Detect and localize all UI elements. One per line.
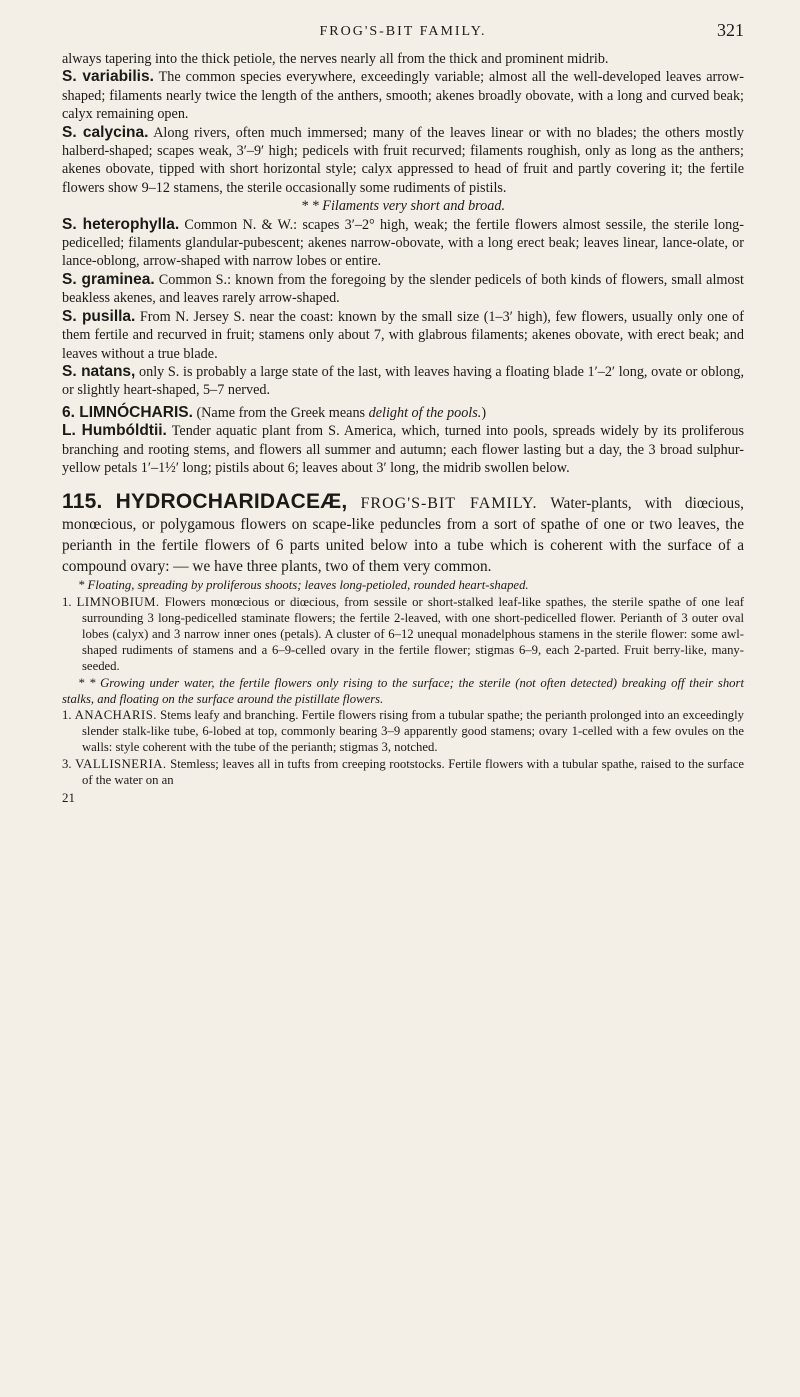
genus-etymology: (Name from the Greek means delight of the pools.) — [196, 404, 487, 421]
subgroup-heading: * * Filaments very short and broad. — [301, 198, 505, 215]
signature-mark: 21 — [62, 789, 75, 805]
genus-name: LIMNOBIUM. — [76, 594, 160, 609]
species-description: From N. Jersey S. near the coast: known by the small size (1–3′ high), few flowers, usually only one of them fertile and recurved in fruit; stamens only about 7, with glabrous filaments; akenes obovate, with erect beak; and leaves without a true blade. — [62, 308, 745, 362]
family-common-name: FROG'S-BIT FAMILY. — [360, 495, 538, 513]
family-name: HYDROCHARIDACEÆ, — [115, 490, 348, 514]
species-name: S. pusilla. — [62, 307, 136, 325]
species-name: S. variabilis. — [62, 68, 154, 86]
species-description: Tender aquatic plant from S. America, which, turned into pools, spreads widely by its proliferous branching and rooting stems, and flowers all summer and autumn; each flower lasting but a day, the 3 broad sulphur-yellow petals 1′–1½′ long; pistils about 6; leaves about 3′ long, the midrib swollen below. — [62, 423, 744, 476]
species-description: Common N. & W.: scapes 3′–2° high, weak; the fertile flowers almost sessile, the sterile long-pedicelled; filaments glandular-pubescent; akenes narrow-obovate, with a long erect beak; leaves linear, lance-olate, or lance-oblong, arrow-shaped with narrow lobes or entire. — [62, 216, 745, 270]
species-entry-humboldtii — [62, 422, 744, 477]
key-entry-vallisneria: 3. VALLISNERIA. Stemless; leaves all in tufts from creeping rootstocks. Fertile flowers with a tubular spathe, raised to the surface of the water on an — [62, 756, 745, 787]
species-name: S. natans, — [62, 362, 136, 380]
key-entry-limnobium: 1. LIMNOBIUM. Flowers monœcious or diœcious, from sessile or short-stalked leaf-like spathes, the sterile spathe of one leaf surrounding 3 long-pedicelled staminate flowers; the fertile 2-leaved, with one short-pedicelled flower. Perianth of 3 outer oval lobes (calyx) and 3 narrow inner ones (petals). A cluster of 6–12 unequal monadelphous stamens in the sterile flower: some awl-shaped rudiments of stamens and a 6–9-celled ovary in the fertile flower; stigmas 6–9, each 2-parted. Fruit berry-like, many-seeded. — [62, 594, 745, 674]
species-name: S. calycina. — [62, 123, 149, 141]
species-name: S. graminea. — [62, 270, 155, 288]
running-title: FROG'S-BIT FAMILY. — [319, 24, 487, 39]
genus-heading-line — [62, 404, 744, 422]
species-name: L. Humbóldtii. — [62, 422, 167, 440]
genus-description: Stemless; leaves all in tufts from creeping rootstocks. Fertile flowers with a tubular spathe, raised to the surface of the water on an — [82, 756, 745, 787]
species-entry-graminea — [62, 271, 744, 308]
genus-description: Flowers monœcious or diœcious, from sessile or short-stalked leaf-like spathes, the sterile spathe of one leaf surrounding 3 long-pedicelled staminate flowers; the fertile 2-leaved, with one short-pedicelled flower. Perianth of 3 outer oval lobes (calyx) and 3 narrow inner ones (petals). A cluster of 6–12 unequal monadelphous stamens in the sterile flower: some awl-shaped rudiments of stamens and a 6–9-celled ovary in the fertile flower; stigmas 6–9, each 2-parted. Fruit berry-like, many-seeded. — [82, 594, 745, 674]
species-name: S. heterophylla. — [62, 215, 180, 233]
genus-description: Stems leafy and branching. Fertile flowers rising from a tubular spathe; the perianth prolonged into an exceedingly slender stalk-like tube, 6-lobed at top, commonly bearing 3–9 apparently good stamens; ovary 1-celled with a few ovules on the walls: style coherent with the tube of the perianth; stigmas 3, notched. — [82, 707, 744, 755]
intro-paragraph: always tapering into the thick petiole, the nerves nearly all from the thick and prominent midrib. — [62, 51, 609, 67]
key-group-floating: * Floating, spreading by proliferous shoots; leaves long-petioled, rounded heart-shaped. — [78, 578, 529, 593]
family-description: Water-plants, with diœcious, monœcious, or polygamous flowers on scape-like peduncles from a sort of spathe of one or two leaves, the perianth in the fertile flowers of 6 parts united below into a tube which is coherent with the surface of a compound ovary: — we have three plants, two of them very common. — [62, 495, 744, 576]
species-description: The common species everywhere, exceedingly variable; almost all the well-developed leaves arrow-shaped; filaments nearly twice the length of the anthers, smooth; akenes broadly obovate, with a long and curved beak; calyx remaining open. — [62, 69, 745, 123]
species-entry-natans — [62, 363, 744, 400]
family-heading — [62, 491, 744, 577]
species-description: Common S.: known from the foregoing by the slender pedicels of both kinds of flowers, small almost beakless akenes, and leaves rarely arrow-shaped. — [62, 271, 745, 307]
species-entry-calycina — [62, 124, 744, 198]
species-entry-heterophylla — [62, 216, 744, 271]
species-description: only S. is probably a large state of the last, with leaves having a floating blade 1′–2′ long, ovate or oblong, or slightly heart-shaped, 5–7 nerved. — [62, 363, 744, 399]
species-entry-variabilis — [62, 68, 744, 123]
genus-heading: 6. LIMNÓCHARIS. — [62, 403, 193, 421]
running-header — [62, 0, 744, 50]
species-entry-pusilla — [62, 308, 744, 363]
genus-name: ANACHARIS. — [74, 707, 157, 722]
genus-name: VALLISNERIA. — [75, 756, 167, 771]
page-number: 321 — [717, 20, 744, 40]
key-entry-anacharis: 1. ANACHARIS. Stems leafy and branching. Fertile flowers rising from a tubular spathe; the perianth prolonged into an exceedingly slender stalk-like tube, 6-lobed at top, commonly bearing 3–9 apparently good stamens; ovary 1-celled with a few ovules on the walls: style coherent with the tube of the perianth; stigmas 3, notched. — [62, 707, 744, 755]
key-group-submerged: * * Growing under water, the fertile flowers only rising to the surface; the sterile (not often detected) breaking off their short stalks, and floating on the surface around the pistillate flowers. — [62, 675, 744, 706]
family-number: 115. — [62, 490, 103, 514]
species-description: Along rivers, often much immersed; many of the leaves linear or with no blades; the others mostly halberd-shaped; scapes weak, 3′–9′ high; pedicels with fruit recurved; filaments roughish, only as long as the anthers; akenes obovate, tipped with short horizontal style; calyx appressed to head of fruit and partly covering it; the fertile flowers show 9–12 stamens, the sterile occasionally some rudiments of pistils. — [62, 124, 744, 196]
